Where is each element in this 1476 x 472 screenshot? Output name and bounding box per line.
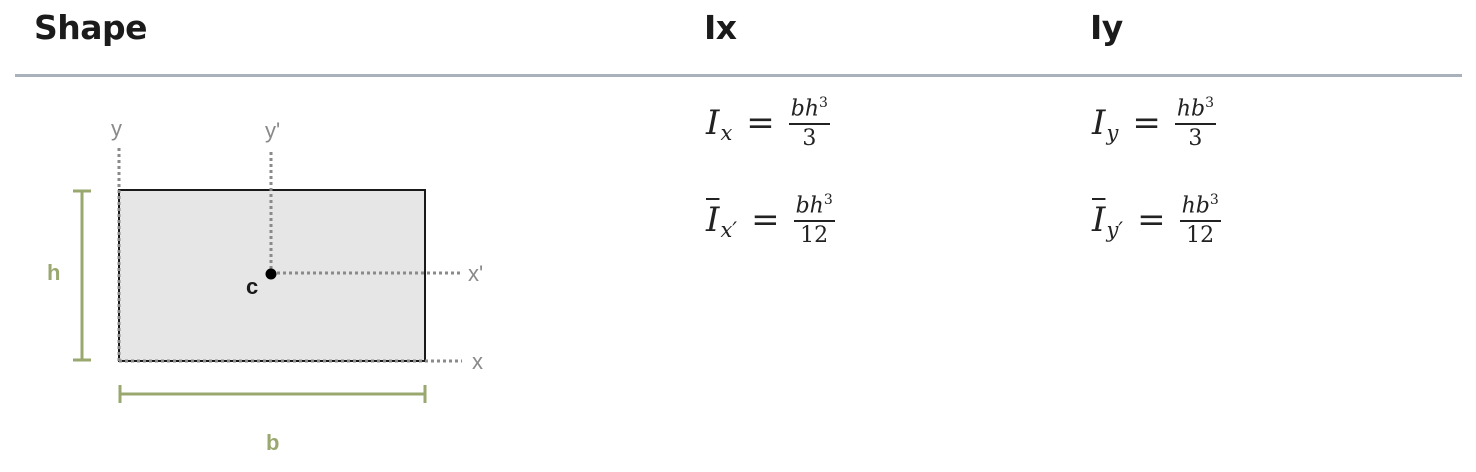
column-header-shape: Shape (34, 8, 148, 47)
header-divider (15, 74, 1462, 77)
formula-iy: I y = $\frac{hb^3}{3}$ (1092, 95, 1214, 152)
label-x: x (472, 349, 483, 374)
formula-iy-centroidal: $\overline{I}$ y′ = $\frac{hb^3}{12}$ (1092, 192, 1219, 249)
label-y-prime: y' (265, 118, 281, 143)
rectangle-section-diagram (0, 100, 520, 472)
label-x-prime: x' (468, 261, 484, 286)
label-centroid: c (246, 274, 259, 299)
centroid-point (266, 269, 277, 280)
label-y: y (111, 116, 122, 141)
formula-ix: I x = $\frac{bh^3}{3}$ (706, 95, 828, 152)
column-header-ix: Ix (704, 8, 737, 47)
formula-ix-centroidal: $\overline{I}$ x′ = $\frac{bh^3}{12}$ (706, 192, 833, 249)
column-header-iy: Iy (1090, 8, 1123, 47)
label-h: h (47, 260, 61, 285)
label-b: b (266, 430, 280, 455)
